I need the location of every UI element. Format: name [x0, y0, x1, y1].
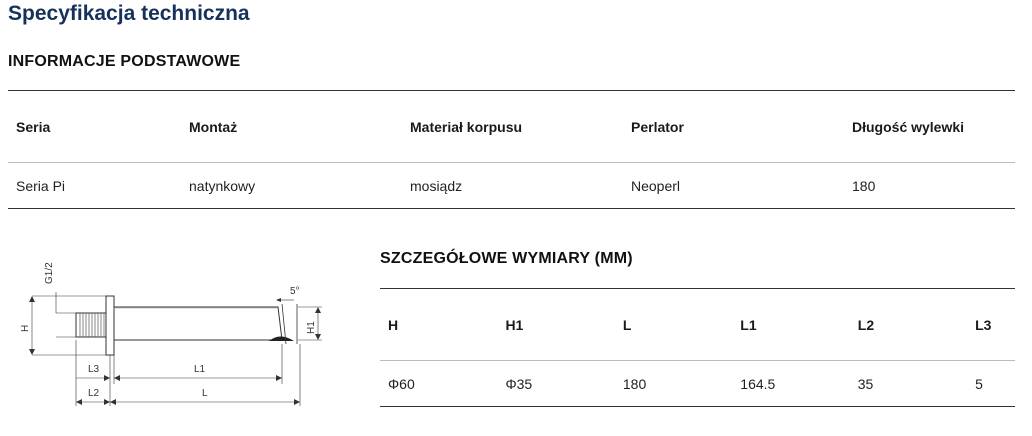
basic-info-table [8, 90, 1015, 209]
value-l1: 164.5 [740, 375, 776, 392]
dimension-label-l1: L1 [194, 364, 206, 375]
value-h: Φ60 [388, 375, 415, 392]
header-l2: L2 [857, 316, 875, 333]
dimension-label-l: L [202, 388, 208, 399]
header-h: H [388, 316, 399, 333]
header-l: L [622, 316, 632, 333]
dimensions-table [380, 288, 1015, 407]
flange [106, 296, 114, 355]
header-l3: L3 [975, 316, 992, 333]
value-spout-length: 180 [852, 177, 876, 194]
dimension-label-l3: L3 [88, 364, 100, 375]
header-l1: L1 [740, 316, 757, 333]
dimension-label-h1: H1 [306, 321, 317, 334]
value-l3: 5 [975, 375, 983, 392]
thread-body [76, 313, 110, 337]
thread-label: G1/2 [44, 262, 55, 284]
table-row [380, 361, 1015, 407]
value-l: 180 [622, 375, 647, 392]
value-body-material: mosiądz [410, 177, 463, 194]
page-title: Specyfikacja techniczna [8, 2, 250, 25]
table-header-row [380, 289, 1015, 361]
spout-dimension-diagram [18, 252, 338, 412]
header-body-material: Materiał korpusu [410, 118, 523, 135]
value-l2: 35 [857, 375, 874, 392]
value-h1: Φ35 [505, 375, 533, 392]
dimension-label-h: H [20, 324, 31, 332]
table-header-row [8, 91, 1015, 163]
dimension-label-l2: L2 [88, 388, 100, 399]
value-aerator: Neoperl [631, 177, 681, 194]
value-series: Seria Pi [16, 177, 66, 194]
angle-label: 5° [290, 286, 300, 297]
value-mounting: natynkowy [189, 177, 256, 194]
header-series: Seria [16, 118, 51, 135]
header-mounting: Montaż [189, 118, 238, 135]
header-h1: H1 [505, 316, 524, 333]
header-spout-length: Długość wylewki [852, 118, 965, 135]
spout-tube [114, 307, 282, 340]
basic-info-title: INFORMACJE PODSTAWOWE [8, 53, 241, 70]
table-row [8, 163, 1015, 209]
header-aerator: Perlator [631, 118, 684, 135]
dimensions-title: SZCZEGÓŁOWE WYMIARY (MM) [380, 250, 633, 267]
